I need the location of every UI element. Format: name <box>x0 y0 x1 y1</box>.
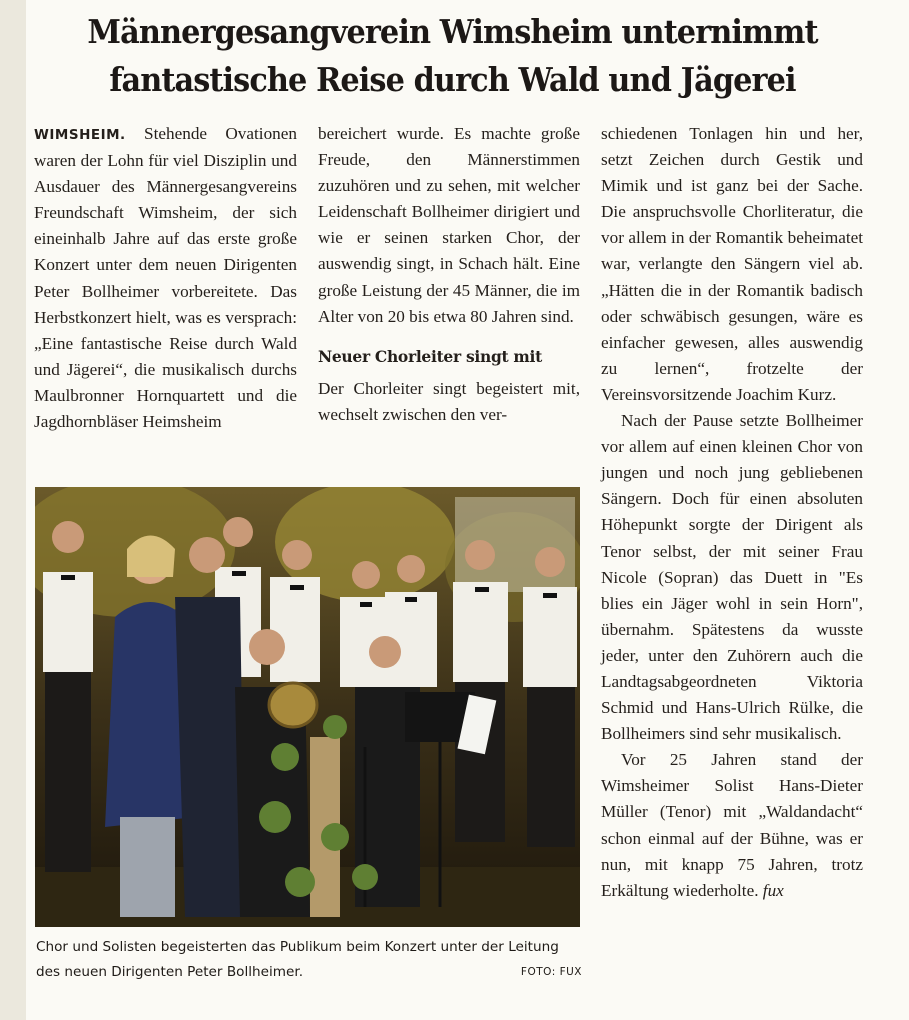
dateline: WIMSHEIM. <box>34 127 126 143</box>
column-1-text: Stehende Ovationen waren der Lohn für viel Disziplin und Ausdauer des Männergesangvereins Freundschaft Wimsheim, der sich eineinhalb Jahre auf das erste große Konzert unter dem neuen Dirigenten Peter Bollheimer vorbereitete. Das Herbstkonzert hielt, was es versprach: „Eine fantastische Reise durch Wald und Jägerei“, die musikalisch durchs Maulbronner Hornquartett und die Jagdhornbläser Heimsheim <box>34 124 297 432</box>
article-column-3 <box>601 121 863 904</box>
author-tag: fux <box>762 880 784 900</box>
article-column-1 <box>34 121 297 435</box>
page-edge <box>0 0 26 1020</box>
column-2-text: bereichert wurde. Es machte große Freude, den Männerstimmen zuzuhören und zu sehen, mit welcher Leidenschaft Bollheimer dirigiert und wie er seinen starken Chor, der auswendig singt, in Schach hält. Eine große Leistung der 45 Männer, die im Alter von 20 bis etwa 80 Jahren sind. <box>318 124 580 326</box>
column-3-paragraph-2: Nach der Pause setzte Bollheimer vor allem auf einen kleinen Chor von jungen und noch jung gebliebenen Sängern. Doch für einen absoluten Höhepunkt sorgte der Dirigent als Tenor selbst, der mit seiner Frau Nicole (Sopran) das Duett in "Es blies ein Jäger wohl in sein Horn", übernahm. Spätestens da wusste jeder, unter den Zuhörern auch die Landtagsabgeordneten Viktoria Schmid und Hans-Ulrich Rülke, die Bollheimers sind sehr musikalisch. <box>601 411 863 744</box>
photo-credit: FOTO: FUX <box>520 966 582 978</box>
headline-line-1: Männergesangverein Wimsheim unternimmt <box>87 12 818 51</box>
headline <box>73 8 832 104</box>
concert-photo-illustration <box>35 487 580 927</box>
article-column-2 <box>318 121 580 428</box>
column-3-paragraph-1: schiedenen Tonlagen hin und her, setzt Zeichen durch Gestik und Mimik und ist ganz bei der Sache. Die anspruchsvolle Chorliteratur, die vor allem in der Romantik beheimatet war, verlangte den Sängern viel ab. „Hätten die in der Romantik badisch oder schwäbisch gesungen, wäre es einfacher gewesen, alles auswendig zu lernen“, frotzelte der Vereinsvorsitzende Joachim Kurz. <box>601 124 863 404</box>
photo-caption <box>36 935 582 985</box>
column-2-text-b: Der Chorleiter singt begeistert mit, wechselt zwischen den ver- <box>318 378 580 424</box>
concert-photo <box>35 487 580 927</box>
caption-text: Chor und Solisten begeisterten das Publikum beim Konzert unter der Leitung des neuen Dirigenten Peter Bollheimer. <box>36 939 559 980</box>
column-3-paragraph-3: Vor 25 Jahren stand der Wimsheimer Solist Hans-Dieter Müller (Tenor) mit „Waldandacht“ schon einmal auf der Bühne, was er nun, mit knapp 75 Jahren, trotz Erkältung wiederholte. <box>601 750 863 900</box>
headline-line-2: fantastische Reise durch Wald und Jägerei <box>109 60 796 99</box>
subheading: Neuer Chorleiter singt mit <box>318 346 542 366</box>
